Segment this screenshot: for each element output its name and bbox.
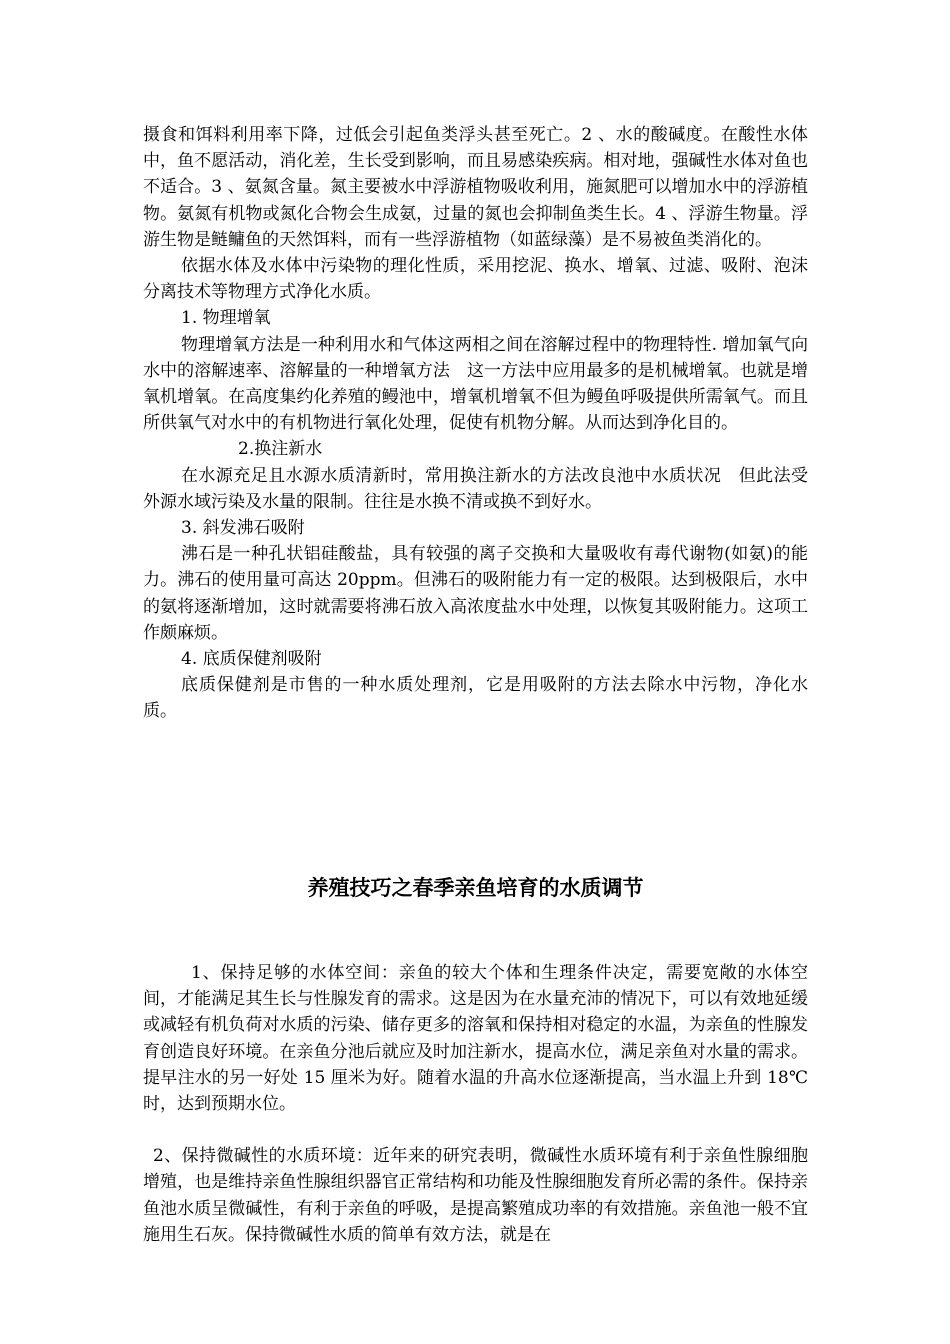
paragraph-basis: 依据水体及水体中污染物的理化性质，采用挖泥、换水、增氧、过滤、吸附、泡沫分离技术等物理方式净化水质。 [143, 256, 808, 303]
paragraph-gap [143, 1117, 808, 1143]
paragraph-water-exchange: 在水源充足且水源水质清新时，常用换注新水的方法改良池中水质状况 但此法受外源水域污染及水量的限制。往往是水换不清或换不到好水。 [143, 465, 808, 512]
paragraph-substrate-adsorption: 底质保健剂是市售的一种水质处理剂，它是用吸附的方法去除水中污物，净化水质。 [143, 675, 808, 722]
paragraph-water-space: 1、保持足够的水体空间：亲鱼的较大个体和生理条件决定，需要宽敞的水体空间，才能满足其生长与性腺发育的需求。这是因为在水量充沛的情况下，可以有效地延缓或减轻有机负荷对水质的污染、储存更多的溶氧和保持相对稳定的水温，为亲鱼的性腺发育创造良好环境。在亲鱼分池后就应及时加注新水，提高水位，满足亲鱼对水量的需求。提早注水的另一好处 15 厘米为好。随着水温的升高水位逐渐提高，当水温上升到 18℃时，达到预期水位。 [143, 963, 808, 1115]
paragraph-alkaline-water: 2、保持微碱性的水质环境：近年来的研究表明，微碱性水质环境有利于亲鱼性腺细胞增殖，也是维持亲鱼性腺组织器官正常结构和功能及性腺细胞发育所必需的条件。保持亲鱼池水质呈微碱性，有利于亲鱼的呼吸，是提高繁殖成功率的有效措施。亲鱼池一般不宜施用生石灰。保持微碱性水质的简单有效方法，就是在 [143, 1146, 808, 1245]
heading-water-exchange: 2.换注新水 [238, 439, 323, 460]
heading-substrate-adsorption: 4. 底质保健剂吸附 [181, 649, 322, 670]
paragraph-intro: 摄食和饵料利用率下降，过低会引起鱼类浮头甚至死亡。2 、水的酸碱度。在酸性水体中，鱼不愿活动，消化差，生长受到影响，而且易感染疾病。相对地，强碱性水体对鱼也不适合。3 、氨氮含量。氮主要被水中浮游植物吸收利用，施氮肥可以增加水中的浮游植物。氨氮有机物或氮化合物会生成氨，过量的氮也会抑制鱼类生长。4 、浮游生物量。浮游生物是鲢鳙鱼的天然饵料，而有一些浮游植物（如蓝绿藻）是不易被鱼类消化的。 [143, 125, 808, 250]
heading-physical-oxygenation: 1. 物理增氧 [181, 308, 271, 329]
section-broodstock-water [143, 960, 808, 1248]
paragraph-physical-oxygenation: 物理增氧方法是一种利用水和气体这两相之间在溶解过程中的物理特性. 增加氧气向水中的溶解速率、溶解量的一种增氧方法 这一方法中应用最多的是机械增氧。也就是增氧机增氧。在高度集约化养殖的鳗池中，增氧机增氧不但为鳗鱼呼吸提供所需氧气。而且所供氧气对水中的有机物进行氧化处理，促使有机物分解。从而达到净化目的。 [143, 334, 808, 434]
section-water-purification [143, 122, 808, 725]
paragraph-zeolite-adsorption: 沸石是一种孔状铝硅酸盐，具有较强的离子交换和大量吸收有毒代谢物(如氨)的能力。沸石的使用量可高达 20ppm。但沸石的吸附能力有一定的极限。达到极限后，水中的氨将逐渐增加，这时就需要将沸石放入高浓度盐水中处理，以恢复其吸附能力。这项工作颇麻烦。 [143, 544, 808, 643]
article-title: 养殖技巧之春季亲鱼培育的水质调节 [307, 876, 644, 900]
heading-zeolite-adsorption: 3. 斜发沸石吸附 [181, 518, 305, 539]
